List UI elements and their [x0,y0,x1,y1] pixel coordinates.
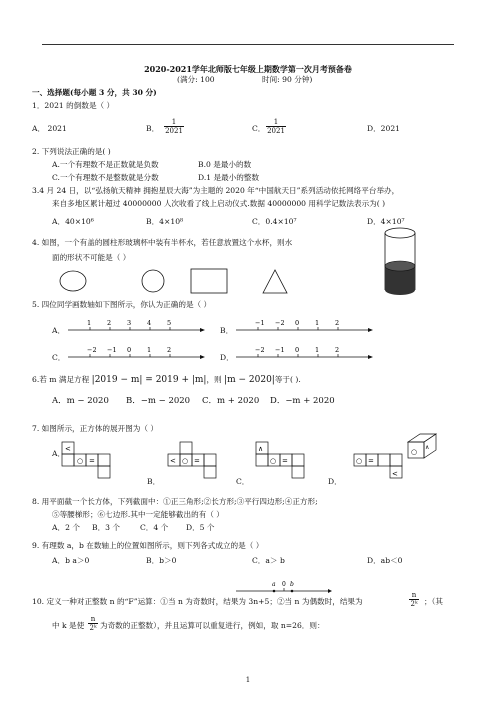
axis-arrow [368,355,373,359]
q2-option-d: D.1 是最小的整数 [198,173,260,182]
q1-option-d: D．2021 [367,124,401,133]
svg-text:=: = [282,457,288,465]
page-title: 2020-2021学年北师版七年级上期数学第一次月考预备卷 [144,64,352,74]
q4-shapes [60,268,390,298]
q2-option-c: C.一个有理数不是整数就是分数 [52,173,159,182]
tick-label: −1 [255,319,265,327]
tick-label: −2 [255,346,265,354]
rectangle-shape [191,269,227,293]
number-line-c [68,343,208,363]
cup-figure [383,226,417,298]
ellipse-shape [60,271,86,291]
q3-option-b: B．4×10⁸ [146,217,184,226]
axis-arrow [200,328,205,332]
svg-text:○: ○ [77,457,84,465]
q3-line1: 3.4 月 24 日，以“弘扬航天精神 拥抱星辰大海”为主题的 2020 年“中国航天日”系列活动依托网络平台举办， [32,186,400,195]
q7-option-b: B． [147,477,161,486]
q7-net-a [60,440,150,484]
q6-option-a: A．m − 2020 [52,396,109,406]
tick-label: −1 [107,346,117,354]
axis-arrow [200,355,205,359]
tick-label: 0 [295,346,300,354]
q5-option-b: B． [220,326,234,335]
svg-text:○: ○ [270,457,277,465]
q7-net-c [254,440,334,484]
tick-label: −1 [275,346,285,354]
q5-stem: 5. 四位同学画数轴如下图所示，你认为正确的是（ ） [32,300,212,309]
q8-line1: 8. 用平面截一个长方体，下列截面中：①正三角形;②长方形;③平行四边形;④正方形; [32,497,318,506]
q1-option-c: C． [252,124,266,133]
q9-stem: 9. 有理数 a，b 在数轴上的位置如图所示，则下列各式成立的是（ ） [32,541,264,550]
q1-option-a: A． 2021 [32,124,67,133]
section-heading: 一、选择题(每小题 3 分，共 30 分) [32,88,157,97]
q5-option-d: D． [220,353,234,362]
tick-label: 2 [335,319,340,327]
q5-option-c: C． [52,353,66,362]
q10-line2-start: 中 k 是使 [52,621,85,630]
number-line-b [236,316,376,336]
svg-text:○: ○ [356,457,363,465]
q6-option-d: D．−m + 2020 [270,396,335,406]
q3-option-c: C．0.4×10⁷ [252,217,297,226]
q9-option-a: A．b a＞0 [52,556,90,565]
tick-label: 2 [107,319,112,327]
svg-text:∧: ∧ [258,445,264,453]
label-zero: 0 [282,581,286,588]
q8-option-d: D．5 个 [186,523,215,532]
tick-label: 1 [147,346,152,354]
q10-line1: 10. 定义一种对正整数 n 的“F”运算：①当 n 为奇数时，结果为 3n+5；②当 n 为偶数时，结果为 [32,597,363,606]
tick-label: −2 [87,346,97,354]
q8-option-a: A．2 个 [52,523,80,532]
q7-option-a: A． [52,449,66,458]
svg-text:=: = [368,457,374,465]
tick-label: −2 [275,319,285,327]
q6-stem: 6.若 m 满足方程 |2019 − m| = 2019 + |m|，则 |m − 2020|等于( ). [32,375,301,385]
tick-label: 4 [147,319,152,327]
q9-option-b: B．b＞0 [146,556,177,565]
tick-label: 2 [335,346,340,354]
tick-label: 5 [167,319,172,327]
tick-label: 1 [315,346,320,354]
svg-text:=: = [89,457,95,465]
q3-option-a: A．40×10⁶ [52,217,94,226]
q8-option-c: C．4 个 [140,523,169,532]
q1-stem: 1．2021 的倒数是（ ） [32,101,115,110]
q10-line2: 为奇数的正整数），并且运算可以重复进行，例如，取 n=26．则： [100,621,325,630]
q7-net-b [166,440,246,484]
q9-number-line [236,576,332,596]
page-number: 1 [245,676,251,684]
score-info: (满分: 100 [177,75,215,84]
tick-label: 1 [315,319,320,327]
q10-fraction-2: $\frac{n}{\text{2ᵏ}}$ [89,615,97,632]
q6-option-b: B．−m − 2020 [126,396,191,406]
q8-line2: ⑤等腰梯形；⑥七边形.其中一定能够截出的有（ ） [52,510,224,519]
tick-label: 1 [87,319,92,327]
svg-text:<: < [392,470,398,478]
q3-option-d: D．4×10⁷ [367,217,405,226]
q7-net-d [340,432,450,486]
q7-stem: 7. 如图所示，正方体的展开图为（ ） [32,424,158,433]
tick-label: 2 [167,346,172,354]
q9-option-d: D．ab＜0 [367,556,403,565]
number-line-a [68,316,208,336]
triangle-shape [263,270,287,293]
q9-option-c: C．a＞ b [252,556,285,565]
q8-option-b: B．3 个 [92,523,121,532]
axis-arrow [368,328,373,332]
q2-stem: 2. 下列说法正确的是( ) [32,147,111,156]
svg-text:○: ○ [411,448,418,456]
svg-text:<: < [65,445,71,453]
svg-text:∧: ∧ [425,444,430,451]
circle-shape [142,270,164,292]
q10-fraction-1: $\frac{n}{\text{2ᵏ}}$ [410,591,418,608]
q4-line1: 4. 如图，一个有盖的圆柱形玻璃杯中装有半杯水，若任意放置这个水杯，则水 [32,238,293,247]
svg-text:<: < [170,457,176,465]
q1-b-fraction: $\frac{1}{2021}$ [165,118,183,135]
q10-line1-end: ；（其 [424,597,443,606]
svg-text:○: ○ [182,457,189,465]
header-rule [42,44,454,45]
tick-label: 3 [127,319,132,327]
q7-option-c: C． [236,477,250,486]
q7-option-d: D． [328,477,342,486]
q4-line2: 面的形状不可能是（ ） [52,253,131,262]
tick-label: 0 [295,319,300,327]
q1-option-b: B． [146,124,160,133]
svg-text:=: = [194,457,200,465]
time-info: 时间: 90 分钟) [262,75,313,84]
q2-option-a: A.一个有理数不是正数就是负数 [52,160,159,169]
q3-line2: 来自多地区累计超过 40000000 人次收看了线上启动仪式.数据 40000000 用科学记数法表示为( ) [52,199,386,208]
q5-option-a: A． [52,326,66,335]
number-line-d [236,343,376,363]
label-a: a [272,581,276,588]
q6-option-c: C．m + 2020 [202,396,260,406]
tick-label: 0 [127,346,132,354]
q1-c-fraction: $\frac{1}{2021}$ [267,118,285,135]
q2-option-b: B.0 是最小的数 [198,160,252,169]
label-b: b [290,581,294,588]
